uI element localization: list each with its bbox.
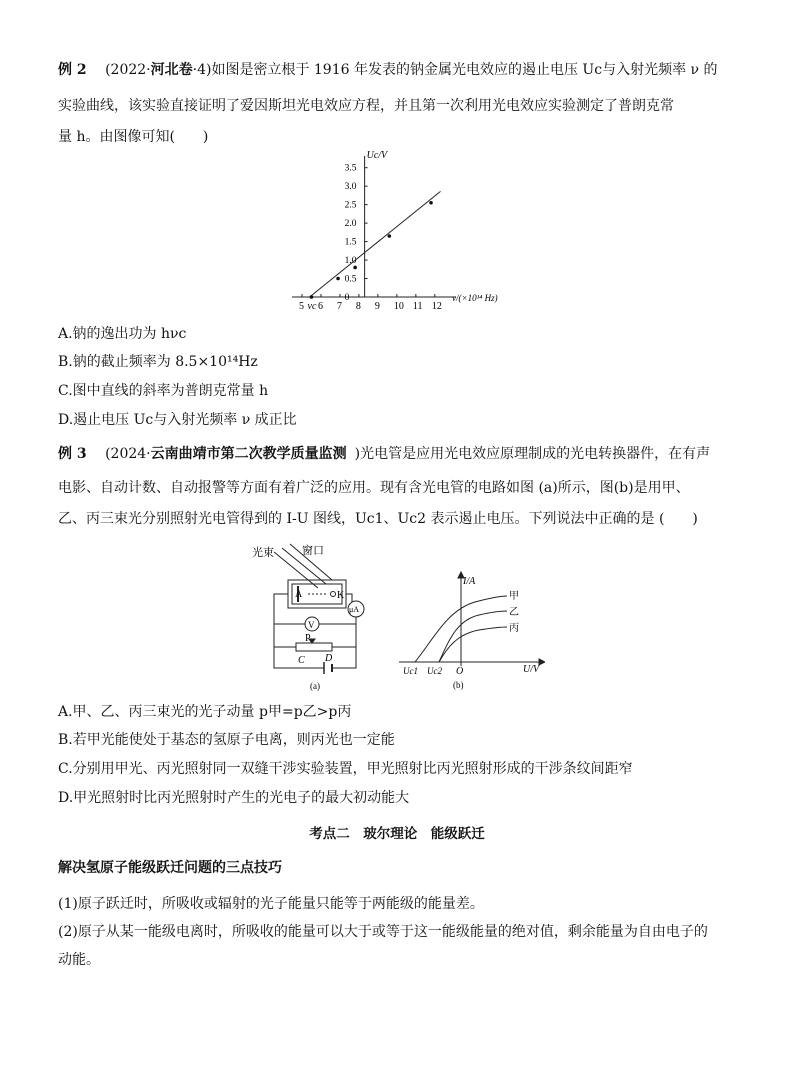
ex2-line-3: 量 h。由图像可知( ): [58, 129, 209, 145]
circuit-figure-a: [252, 542, 394, 692]
x-tick-label: 9: [374, 301, 380, 312]
tip-2-line-2: 动能。: [58, 952, 100, 968]
x-tick-label: 5: [299, 301, 304, 312]
curve-bing-label: 丙: [509, 623, 519, 634]
iu-curve-figure-b: [395, 570, 545, 692]
fit-line: [310, 191, 441, 297]
y-tick-label: 1.0: [344, 256, 357, 267]
x-tick-label: 6: [317, 301, 323, 312]
y-tick-label: 2.5: [344, 200, 357, 211]
curve-yi-label: 乙: [509, 607, 519, 618]
ex2-source-close: ·4): [192, 62, 212, 78]
ex3-source-open: (2024·: [105, 446, 151, 462]
ex2-source: 河北卷: [150, 62, 193, 78]
tip-1: (1)原子跃迁时，所吸收或辐射的光子能量只能等于两能级的能量差。: [58, 896, 484, 912]
y-tick-label: 0.5: [344, 274, 357, 285]
data-point: [429, 201, 433, 205]
point-d-label: D: [325, 653, 333, 664]
y-tick-label: 3.0: [344, 182, 357, 193]
ex2-source-open: (2022·: [105, 62, 151, 78]
data-point: [387, 234, 391, 238]
tip-2-line-1: (2)原子从某一能级电离时，所吸收的能量可以大于或等于这一能级能量的绝对值，剩余能量为自由电子的: [58, 924, 708, 940]
microammeter-label: μA: [349, 605, 360, 614]
ex3-source: 云南曲靖市第二次教学质量监测: [150, 446, 347, 462]
curve-jia-label: 甲: [509, 591, 519, 602]
figure-b-caption: (b): [453, 680, 464, 690]
x-tick-label: 11: [412, 301, 423, 312]
ex3-line-1: [58, 444, 710, 464]
ex2-text-1: 如图是密立根于 1916 年发表的钠金属光电效应的遏止电压 Uc与入射光频率 ν 的: [211, 62, 718, 78]
section-heading: 解决氢原子能级跃迁问题的三点技巧: [58, 860, 282, 876]
section-title: 考点二 玻尔理论 能级跃迁: [309, 826, 485, 842]
ex3-option-a: A.甲、乙、丙三束光的光子动量 p甲=p乙>p丙: [58, 704, 352, 720]
ex3-option-b: B.若甲光能使处于基态的氢原子电离，则丙光也一定能: [58, 732, 395, 748]
y-tick-label: 3.5: [344, 163, 357, 174]
ex3-line-3: 乙、丙三束光分别照射光电管得到的 I-U 图线，Uc1、Uc2 表示遏止电压。下列说法中正确的是 ( ): [58, 511, 698, 527]
x-tick-label: 7: [336, 301, 342, 312]
x-tick-label: 8: [355, 301, 361, 312]
uc2-label: Uc2: [427, 666, 442, 676]
beam-label: 光束: [252, 547, 274, 559]
ex3-source-close: ): [354, 446, 361, 462]
cathode-label: K: [337, 590, 345, 601]
ex2-label: 例 2: [58, 62, 87, 78]
origin-label: O: [456, 666, 464, 677]
data-point: [310, 295, 314, 299]
cutoff-frequency-label: νc: [307, 301, 317, 312]
ex2-line-2: 实验曲线，该实验直接证明了爱因斯坦光电效应方程，并且第一次利用光电效应实验测定了普朗克常: [58, 98, 674, 114]
figure-a-caption: (a): [310, 681, 320, 691]
voltage-axis-label: U/V: [523, 664, 540, 675]
point-c-label: C: [298, 655, 305, 666]
ex3-option-d: D.甲光照射时比丙光照射时产生的光电子的最大初动能大: [58, 790, 410, 806]
ex2-option-b: B.钠的截止频率为 8.5×10¹⁴Hz: [58, 354, 258, 370]
ex3-label: 例 3: [58, 446, 87, 462]
uc-vs-frequency-chart: [280, 150, 530, 320]
ex2-option-c: C.图中直线的斜率为普朗克常量 h: [58, 383, 269, 399]
voltmeter-label: V: [308, 620, 315, 630]
slider-p-label: P: [305, 633, 311, 644]
y-tick-label: 1.5: [344, 237, 357, 248]
y-axis-label: Uc/V: [366, 150, 388, 161]
x-tick-label: 12: [431, 301, 442, 312]
x-tick-label: 10: [393, 301, 404, 312]
ex2-option-d: D.遏止电压 Uc与入射光频率 ν 成正比: [58, 412, 297, 428]
x-axis-label: ν/(×10¹⁴ Hz): [452, 293, 498, 303]
y-tick-label: 0: [344, 293, 350, 303]
ex2-line-1: [58, 60, 717, 80]
ex2-option-a: A.钠的逸出功为 hνc: [58, 326, 187, 342]
anode-label: A: [295, 589, 303, 600]
uc1-label: Uc1: [403, 666, 418, 676]
ex3-option-c: C.分别用甲光、丙光照射同一双缝干涉实验装置，甲光照射比丙光照射形成的干涉条纹间距窄: [58, 761, 633, 777]
ex3-text-1: 光电管是应用光电效应原理制成的光电转换器件，在有声: [360, 446, 711, 462]
data-point: [336, 277, 340, 281]
ex3-line-2: 电影、自动计数、自动报警等方面有着广泛的应用。现有含光电管的电路如图 (a)所示，图(b)是用甲、: [58, 480, 690, 496]
y-tick-label: 2.0: [344, 219, 357, 230]
data-point: [353, 266, 357, 270]
current-axis-label: I/A: [463, 576, 476, 587]
window-label: 窗口: [302, 545, 324, 557]
